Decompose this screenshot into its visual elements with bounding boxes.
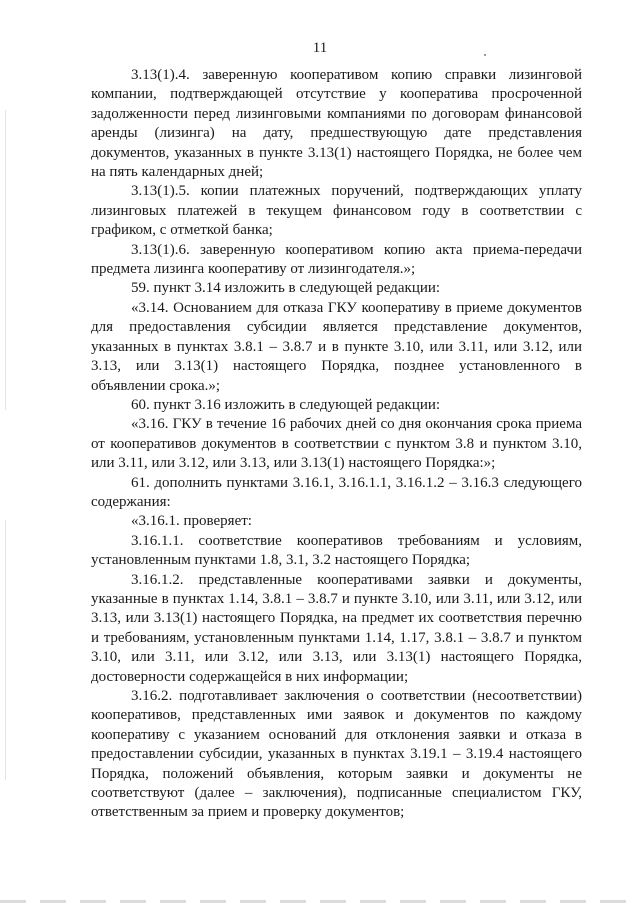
scan-artifact-line bbox=[5, 520, 6, 780]
scan-artifact-bottom bbox=[0, 900, 640, 903]
paragraph-3-14: «3.14. Основанием для отказа ГКУ кооперативу в приеме документов для предоставления субсидии является представление документов, указанных в пунктах 3.8.1 – 3.8.7 и в пункте 3.10, или 3.11, или 3.12, или 3.13, или 3.13(1) настоящего Порядка, позднее установленного в объявлении срока.»; bbox=[91, 299, 582, 394]
paragraph-60: 60. пункт 3.16 изложить в следующей редакции: bbox=[131, 396, 441, 413]
paragraph-3-13-1-4: 3.13(1).4. заверенную кооперативом копию справки лизинговой компании, подтверждающей отсутствие у кооператива просроченной задолженности перед лизинговыми компаниями по договорам финансовой аренды (лизинга) на дату, предшествующую дате представления документов, указанных в пункте 3.13(1) настоящего Порядка, не более чем на пять календарных дней; bbox=[91, 67, 582, 181]
paragraph-3-13-1-6: 3.13(1).6. заверенную кооперативом копию акта приема-передачи предмета лизинга кооперативу от лизингодателя.»; bbox=[91, 241, 582, 278]
paragraph-3-16-2: 3.16.2. подготавливает заключения о соответствии (несоответствии) кооперативов, представленных ими заявок и документов по каждому кооперативу с указанием оснований для отклонения заявки и отказа в предоставлении субсидии, указанных в пунктах 3.19.1 – 3.19.4 настоящего Порядка, положений объявления, которым заявки и документы не соответствуют (далее – заключения), подписанные специалистом ГКУ, ответственным за прием и проверку документов; bbox=[91, 688, 582, 821]
paragraph-3-16: «3.16. ГКУ в течение 16 рабочих дней со дня окончания срока приема от кооперативов документов в соответствии с пунктом 3.8 и пунктом 3.10, или 3.11, или 3.12, или 3.13, или 3.13(1) настоящего Порядка:»; bbox=[91, 416, 582, 472]
paragraph-3-13-1-5: 3.13(1).5. копии платежных поручений, подтверждающих уплату лизинговых платежей в текущем финансовом году в соответствии с графиком, с отметкой банка; bbox=[91, 183, 582, 239]
paragraph-3-16-1-1: 3.16.1.1. соответствие кооперативов требованиям и условиям, установленным пунктами 1.8, 3.1, 3.2 настоящего Порядка; bbox=[91, 532, 582, 569]
page-number: 11 bbox=[312, 40, 328, 56]
scan-artifact-line bbox=[5, 110, 6, 410]
paragraph-3-16-1-2: 3.16.1.2. представленные кооперативами заявки и документы, указанные в пунктах 1.14, 3.8.1 – 3.8.7 и пункте 3.10, или 3.11, или 3.12, или 3.13, или 3.13(1) настоящего Порядка, на предмет их соответствия перечню и требованиям, установленным пунктами 1.14, 1.17, 3.8.1 – 3.8.7 и пунктом 3.10, или 3.11, или 3.12, или 3.13, или 3.13(1) настоящего Порядка, достоверности содержащейся в них информации; bbox=[91, 571, 582, 685]
document-body bbox=[91, 66, 582, 823]
paragraph-3-16-1: «3.16.1. проверяет: bbox=[131, 513, 252, 530]
paragraph-59: 59. пункт 3.14 изложить в следующей редакции: bbox=[131, 280, 441, 297]
paragraph-61: 61. дополнить пунктами 3.16.1, 3.16.1.1, 3.16.1.2 – 3.16.3 следующего содержания: bbox=[91, 474, 582, 510]
